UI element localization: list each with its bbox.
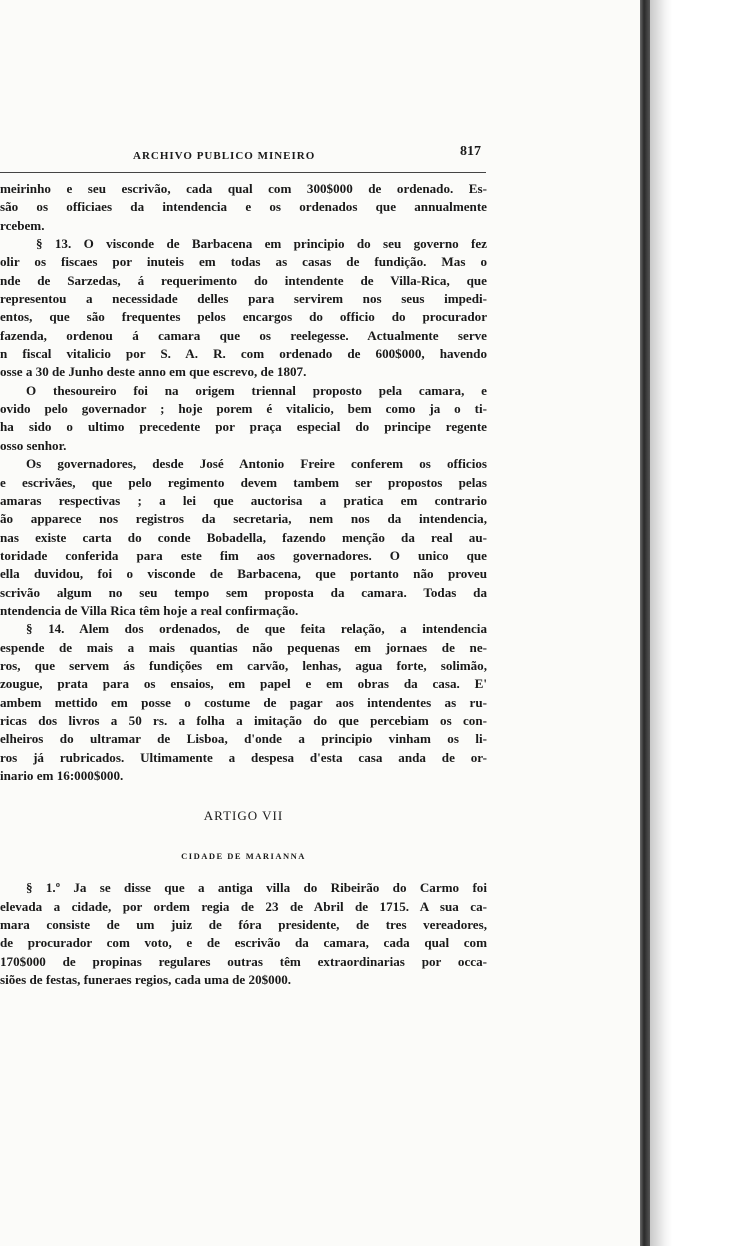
text-line: entos, que são frequentes pelos encargos do officio do procurador	[0, 309, 487, 325]
text-line: O thesoureiro foi na origem triennal proposto pela camara, e	[26, 382, 487, 398]
article-title: ARTIGO VII	[203, 808, 284, 824]
text-line: de procurador com voto, e de escrivão da camara, cada qual com	[0, 935, 487, 951]
text-line: são os officiaes da intendencia e os ordenados que annualmente	[0, 199, 487, 215]
text-line: inario em 16:000$000.	[0, 768, 124, 783]
text-line: nas existe carta do conde Bobadella, fazendo menção da real au-	[0, 529, 487, 545]
book-spine-shadow	[640, 0, 650, 1246]
text-line: e escrivães, que pelo regimento devem tambem ser propostos pelas	[0, 474, 487, 490]
page-edge	[650, 0, 672, 1246]
text-line: zougue, prata para os ensaios, em papel e em obras da casa. E'	[0, 676, 487, 692]
article-heading	[0, 785, 487, 879]
text-line: Os governadores, desde José Antonio Freire conferem os officios	[26, 456, 487, 472]
text-line: ella duvidou, foi o visconde de Barbacena, que portanto não proveu	[0, 566, 487, 582]
text-line: § 13. O visconde de Barbacena em principio do seu governo fez	[36, 236, 487, 252]
text-line: nde de Sarzedas, á requerimento do intendente de Villa-Rica, que	[0, 272, 487, 288]
article-subtitle: CIDADE DE MARIANNA	[181, 851, 306, 862]
header-rule	[0, 172, 486, 173]
text-line: osso senhor.	[0, 437, 67, 453]
text-line: 170$000 de propinas regulares outras têm extraordinarias por occa-	[0, 953, 487, 969]
text-line: scrivão algum no seu tempo sem proposta da camara. Todas da	[0, 584, 487, 600]
text-line: amaras respectivas ; a lei que auctorisa a pratica em contrario	[0, 492, 487, 508]
text-line: ros, que servem ás fundições em carvão, lenhas, agua forte, solimão,	[0, 657, 487, 673]
text-line: ntendencia de Villa Rica têm hoje a real confirmação.	[0, 602, 299, 618]
text-line: ambem mettido em posse o costume de pagar aos intendentes as ru-	[0, 694, 487, 710]
text-line: siões de festas, funeraes regios, cada uma de 20$000.	[0, 972, 292, 988]
running-head: ARCHIVO PUBLICO MINEIRO	[133, 150, 316, 162]
text-line: n fiscal vitalicio por S. A. R. com ordenado de 600$000, havendo	[0, 346, 487, 362]
text-line: representou a necessidade delles para servirem nos seus impedi-	[0, 291, 487, 307]
text-line: osse a 30 de Junho deste anno em que escrevo, de 1807.	[0, 364, 307, 380]
text-line: olir os fiscaes por inuteis em todas as casas de fundição. Mas o	[0, 254, 487, 270]
page-number: 817	[460, 144, 481, 159]
text-line: toridade conferida para este fim aos governadores. O unico que	[0, 547, 487, 563]
body-text	[0, 180, 487, 989]
text-line: elheiros do ultramar de Lisboa, d'onde a principio vinham os li-	[0, 731, 487, 747]
text-line: espende de mais a mais quantias não pequenas em jornaes de ne-	[0, 639, 487, 655]
text-line: fazenda, ordenou á camara que os reelegesse. Actualmente serve	[0, 327, 487, 343]
text-line: meirinho e seu escrivão, cada qual com 300$000 de ordenado. Es-	[0, 181, 487, 196]
text-line: ão apparece nos registros da secretaria, nem nos da intendencia,	[0, 511, 487, 527]
text-line: § 14. Alem dos ordenados, de que feita relação, a intendencia	[26, 621, 487, 637]
text-line: ros já rubricados. Ultimamente a despesa d'esta casa anda de or-	[0, 749, 487, 765]
text-line: ha sido o ultimo precedente por praça especial do principe regente	[0, 419, 487, 435]
text-line: elevada a cidade, por ordem regia de 23 de Abril de 1715. A sua ca-	[0, 898, 487, 914]
text-line: rcebem.	[0, 217, 45, 233]
text-line: § 1.º Ja se disse que a antiga villa do Ribeirão do Carmo foi	[26, 880, 487, 896]
text-line: ricas dos livros a 50 rs. a folha a imitação do que percebiam os con-	[0, 712, 487, 728]
text-line: mara consiste de um juiz de fóra presidente, de tres vereadores,	[0, 917, 487, 933]
page-header	[0, 144, 486, 168]
text-line: ovido pelo governador ; hoje porem é vitalicio, bem como ja o ti-	[0, 401, 487, 417]
